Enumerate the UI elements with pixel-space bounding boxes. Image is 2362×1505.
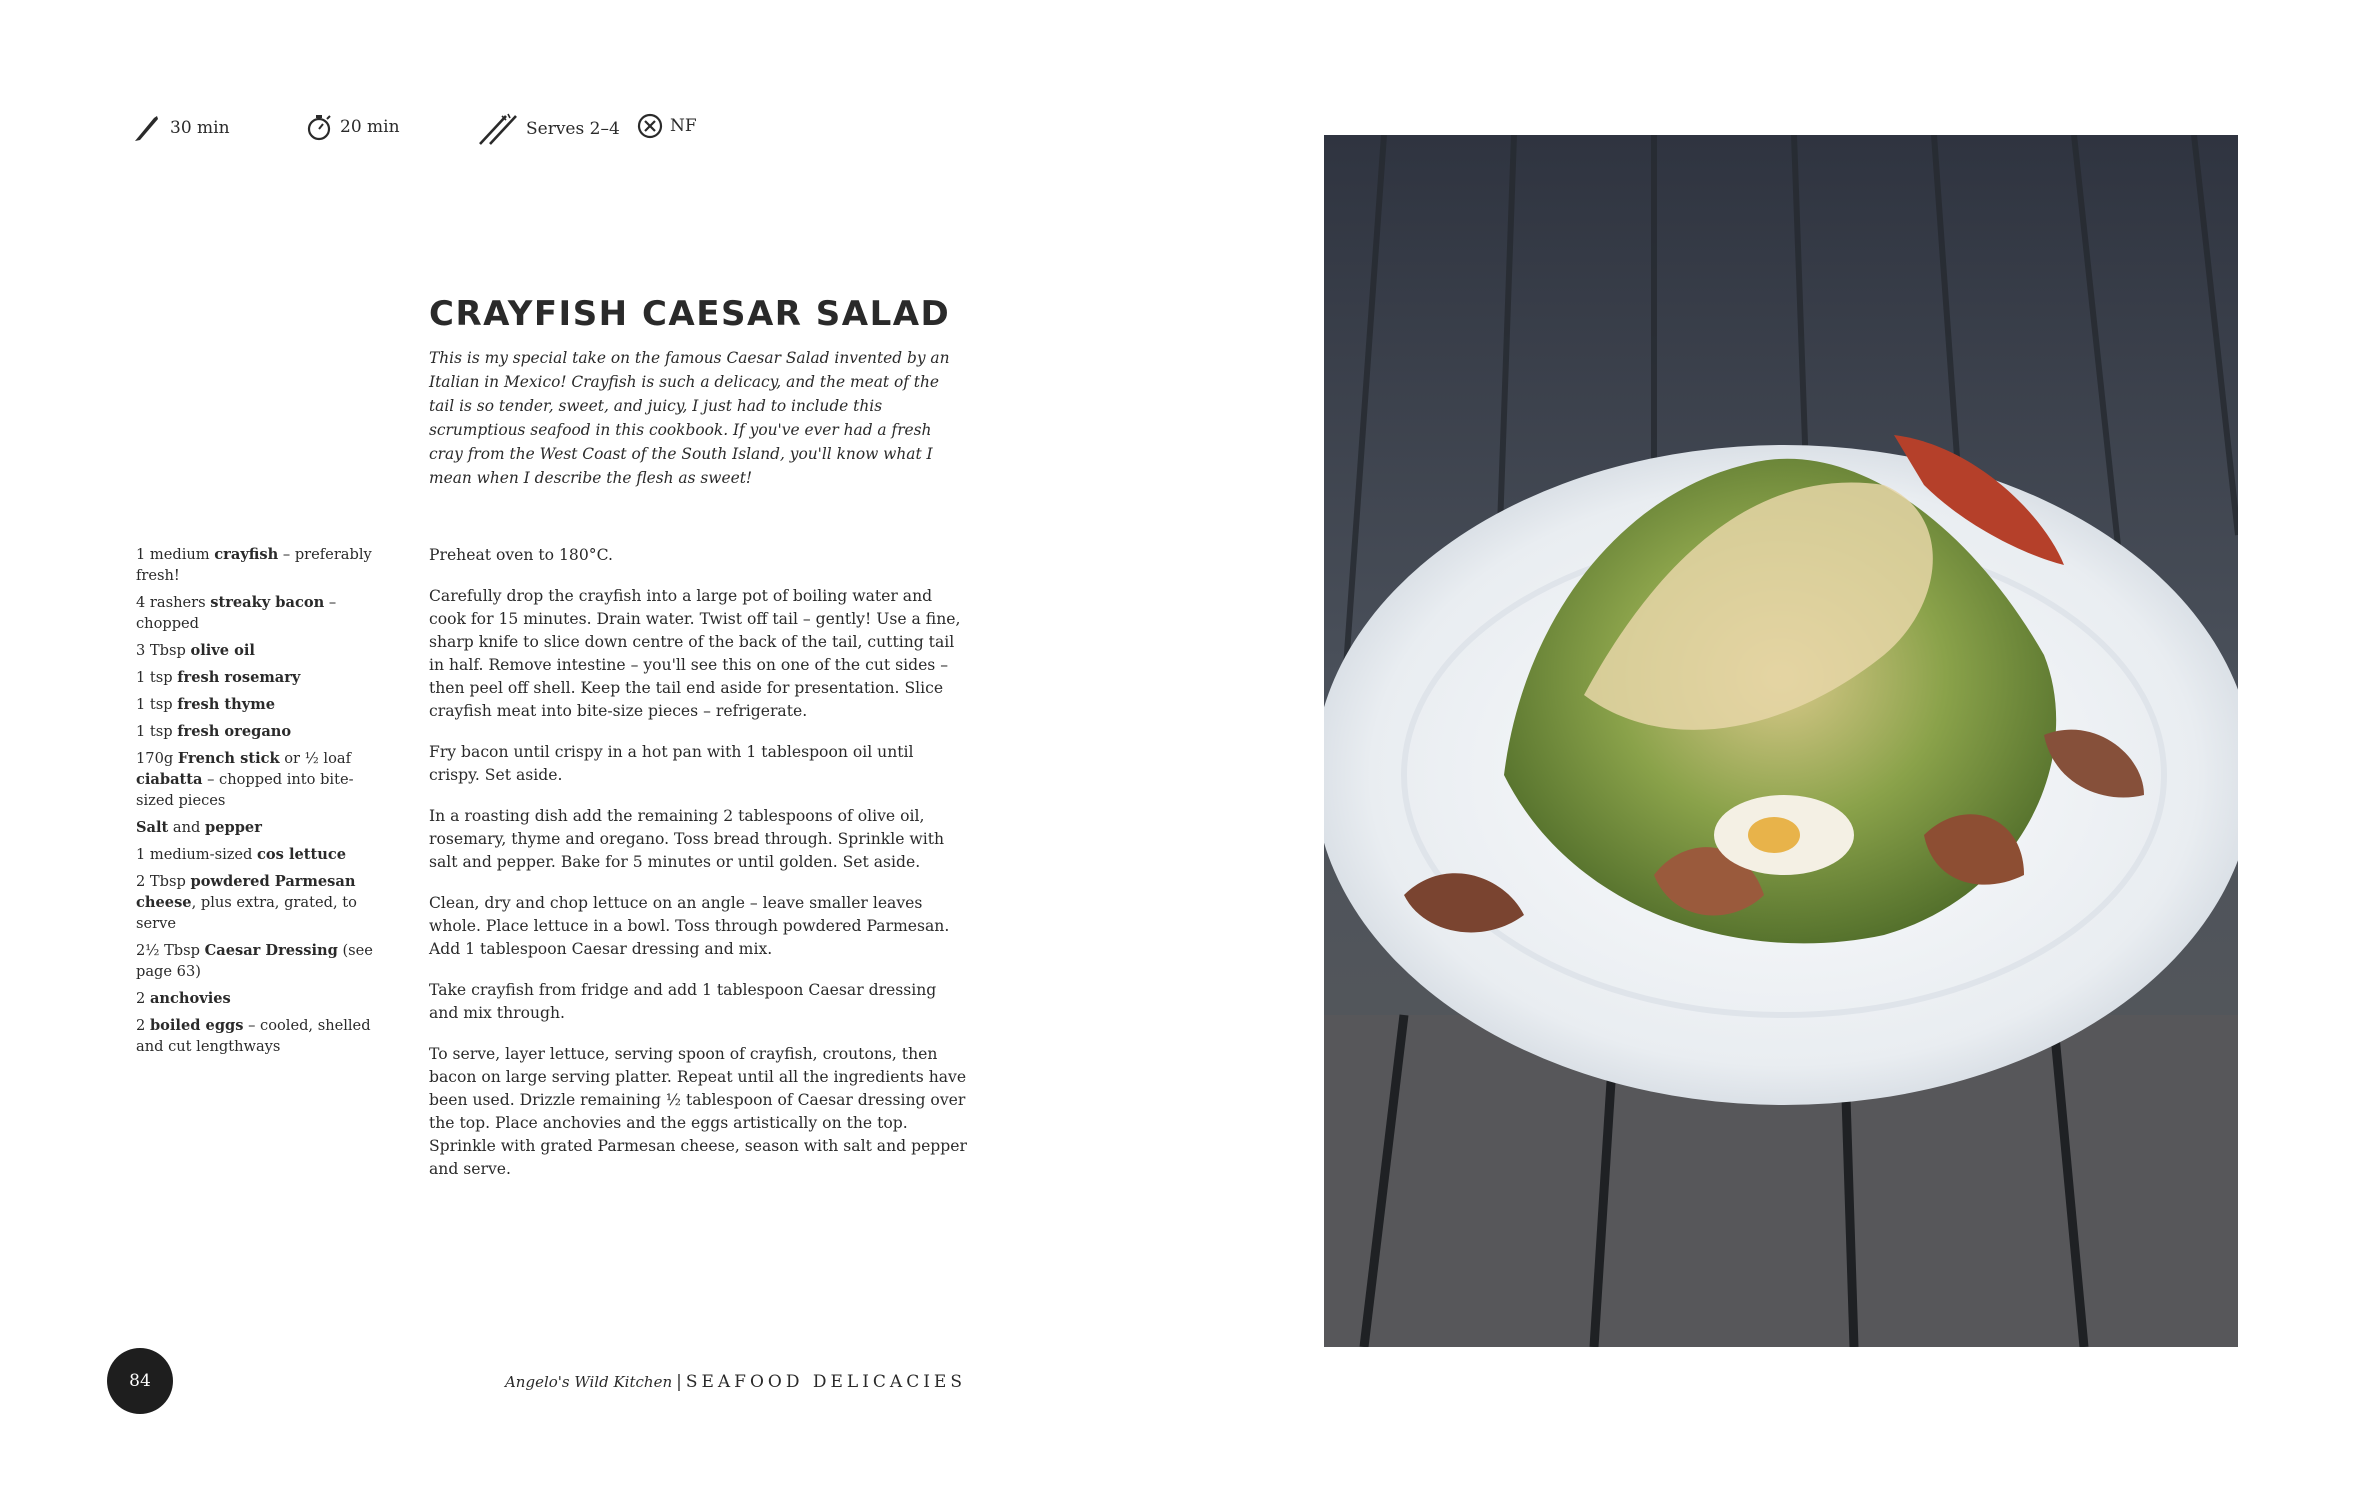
ingredient-item: 1 medium crayfish – preferably fresh!: [136, 546, 372, 584]
knife-icon: [132, 112, 164, 144]
method-steps: [429, 544, 969, 1199]
section-title: SEAFOOD DELICACIES: [685, 1372, 966, 1392]
recipe-title: CRAYFISH CAESAR SALAD: [429, 294, 951, 334]
prep-time: [132, 112, 230, 144]
running-footer: [505, 1372, 966, 1392]
cook-time: [304, 112, 400, 142]
method-step: Take crayfish from fridge and add 1 tablespoon Caesar dressing and mix through.: [429, 981, 937, 1022]
ingredient-item: 1 tsp fresh rosemary: [136, 669, 301, 686]
method-step: Preheat oven to 180°C.: [429, 546, 613, 564]
ingredient-item: 2 anchovies: [136, 990, 231, 1007]
ingredient-item: 2½ Tbsp Caesar Dressing (see page 63): [136, 942, 373, 980]
ingredients-list: [136, 544, 376, 1063]
ingredient-item: 1 tsp fresh oregano: [136, 723, 292, 740]
dietary: [636, 112, 697, 140]
page-number-value: 84: [129, 1371, 151, 1391]
dietary-value: NF: [670, 116, 697, 136]
ingredient-item: 2 boiled eggs – cooled, shelled and cut lengthways: [136, 1017, 371, 1055]
method-step: Clean, dry and chop lettuce on an angle – leave smaller leaves whole. Place lettuce in a bowl. Toss through powdered Parmesan. Add 1 tablespoon Caesar dressing and mix.: [429, 894, 950, 958]
recipe-intro: This is my special take on the famous Caesar Salad invented by an Italian in Mexico! Crayfish is such a delicacy, and the meat of the tail is so tender, sweet, and juicy, I just had to include this scrumptious seafood in this cookbook. If you've ever had a fresh cray from the West Coast of the South Island, you'll know what I mean when I describe the flesh as sweet!: [429, 349, 950, 487]
ingredient-item: 3 Tbsp olive oil: [136, 642, 255, 659]
method-step: To serve, layer lettuce, serving spoon of crayfish, croutons, then bacon on large serving platter. Repeat until all the ingredients have been used. Drizzle remaining ½ tablespoon of Caesar dressing over the top. Place anchovies and the eggs artistically on the top. Sprinkle with grated Parmesan cheese, season with salt and pepper and serve.: [429, 1045, 967, 1178]
salad-photo: [1324, 135, 2238, 1347]
method-step: Fry bacon until crispy in a hot pan with 1 tablespoon oil until crispy. Set aside.: [429, 743, 914, 784]
servings: [476, 112, 620, 146]
page-number: [107, 1348, 173, 1414]
method-step: Carefully drop the crayfish into a large pot of boiling water and cook for 15 minutes. Drain water. Twist off tail – gently! Use a fine, sharp knife to slice down centre of the back of the tail, cutting tail in half. Remove intestine – you'll see this on one of the cut sides – then peel off shell. Keep the tail end aside for presentation. Slice crayfish meat into bite-size pieces – refrigerate.: [429, 587, 961, 720]
timer-icon: [304, 112, 334, 142]
ingredient-item: 2 Tbsp powdered Parmesan cheese, plus extra, grated, to serve: [136, 873, 357, 932]
no-nuts-icon: [636, 112, 664, 140]
cook-time-value: 20 min: [340, 117, 400, 137]
ingredient-item: 4 rashers streaky bacon – chopped: [136, 594, 337, 632]
ingredient-item: 1 tsp fresh thyme: [136, 696, 275, 713]
servings-value: Serves 2–4: [526, 119, 620, 139]
ingredient-item: 1 medium-sized cos lettuce: [136, 846, 347, 863]
prep-time-value: 30 min: [170, 118, 230, 138]
ingredient-item: 170g French stick or ½ loaf ciabatta – chopped into bite-sized pieces: [136, 750, 354, 809]
method-step: In a roasting dish add the remaining 2 tablespoons of olive oil, rosemary, thyme and oregano. Toss bread through. Sprinkle with salt and pepper. Bake for 5 minutes or until golden. Set aside.: [429, 807, 945, 871]
cutlery-icon: [476, 112, 520, 146]
ingredient-item: Salt and pepper: [136, 819, 262, 836]
footer-separator: |: [676, 1372, 682, 1392]
book-title: Angelo's Wild Kitchen: [504, 1373, 673, 1391]
